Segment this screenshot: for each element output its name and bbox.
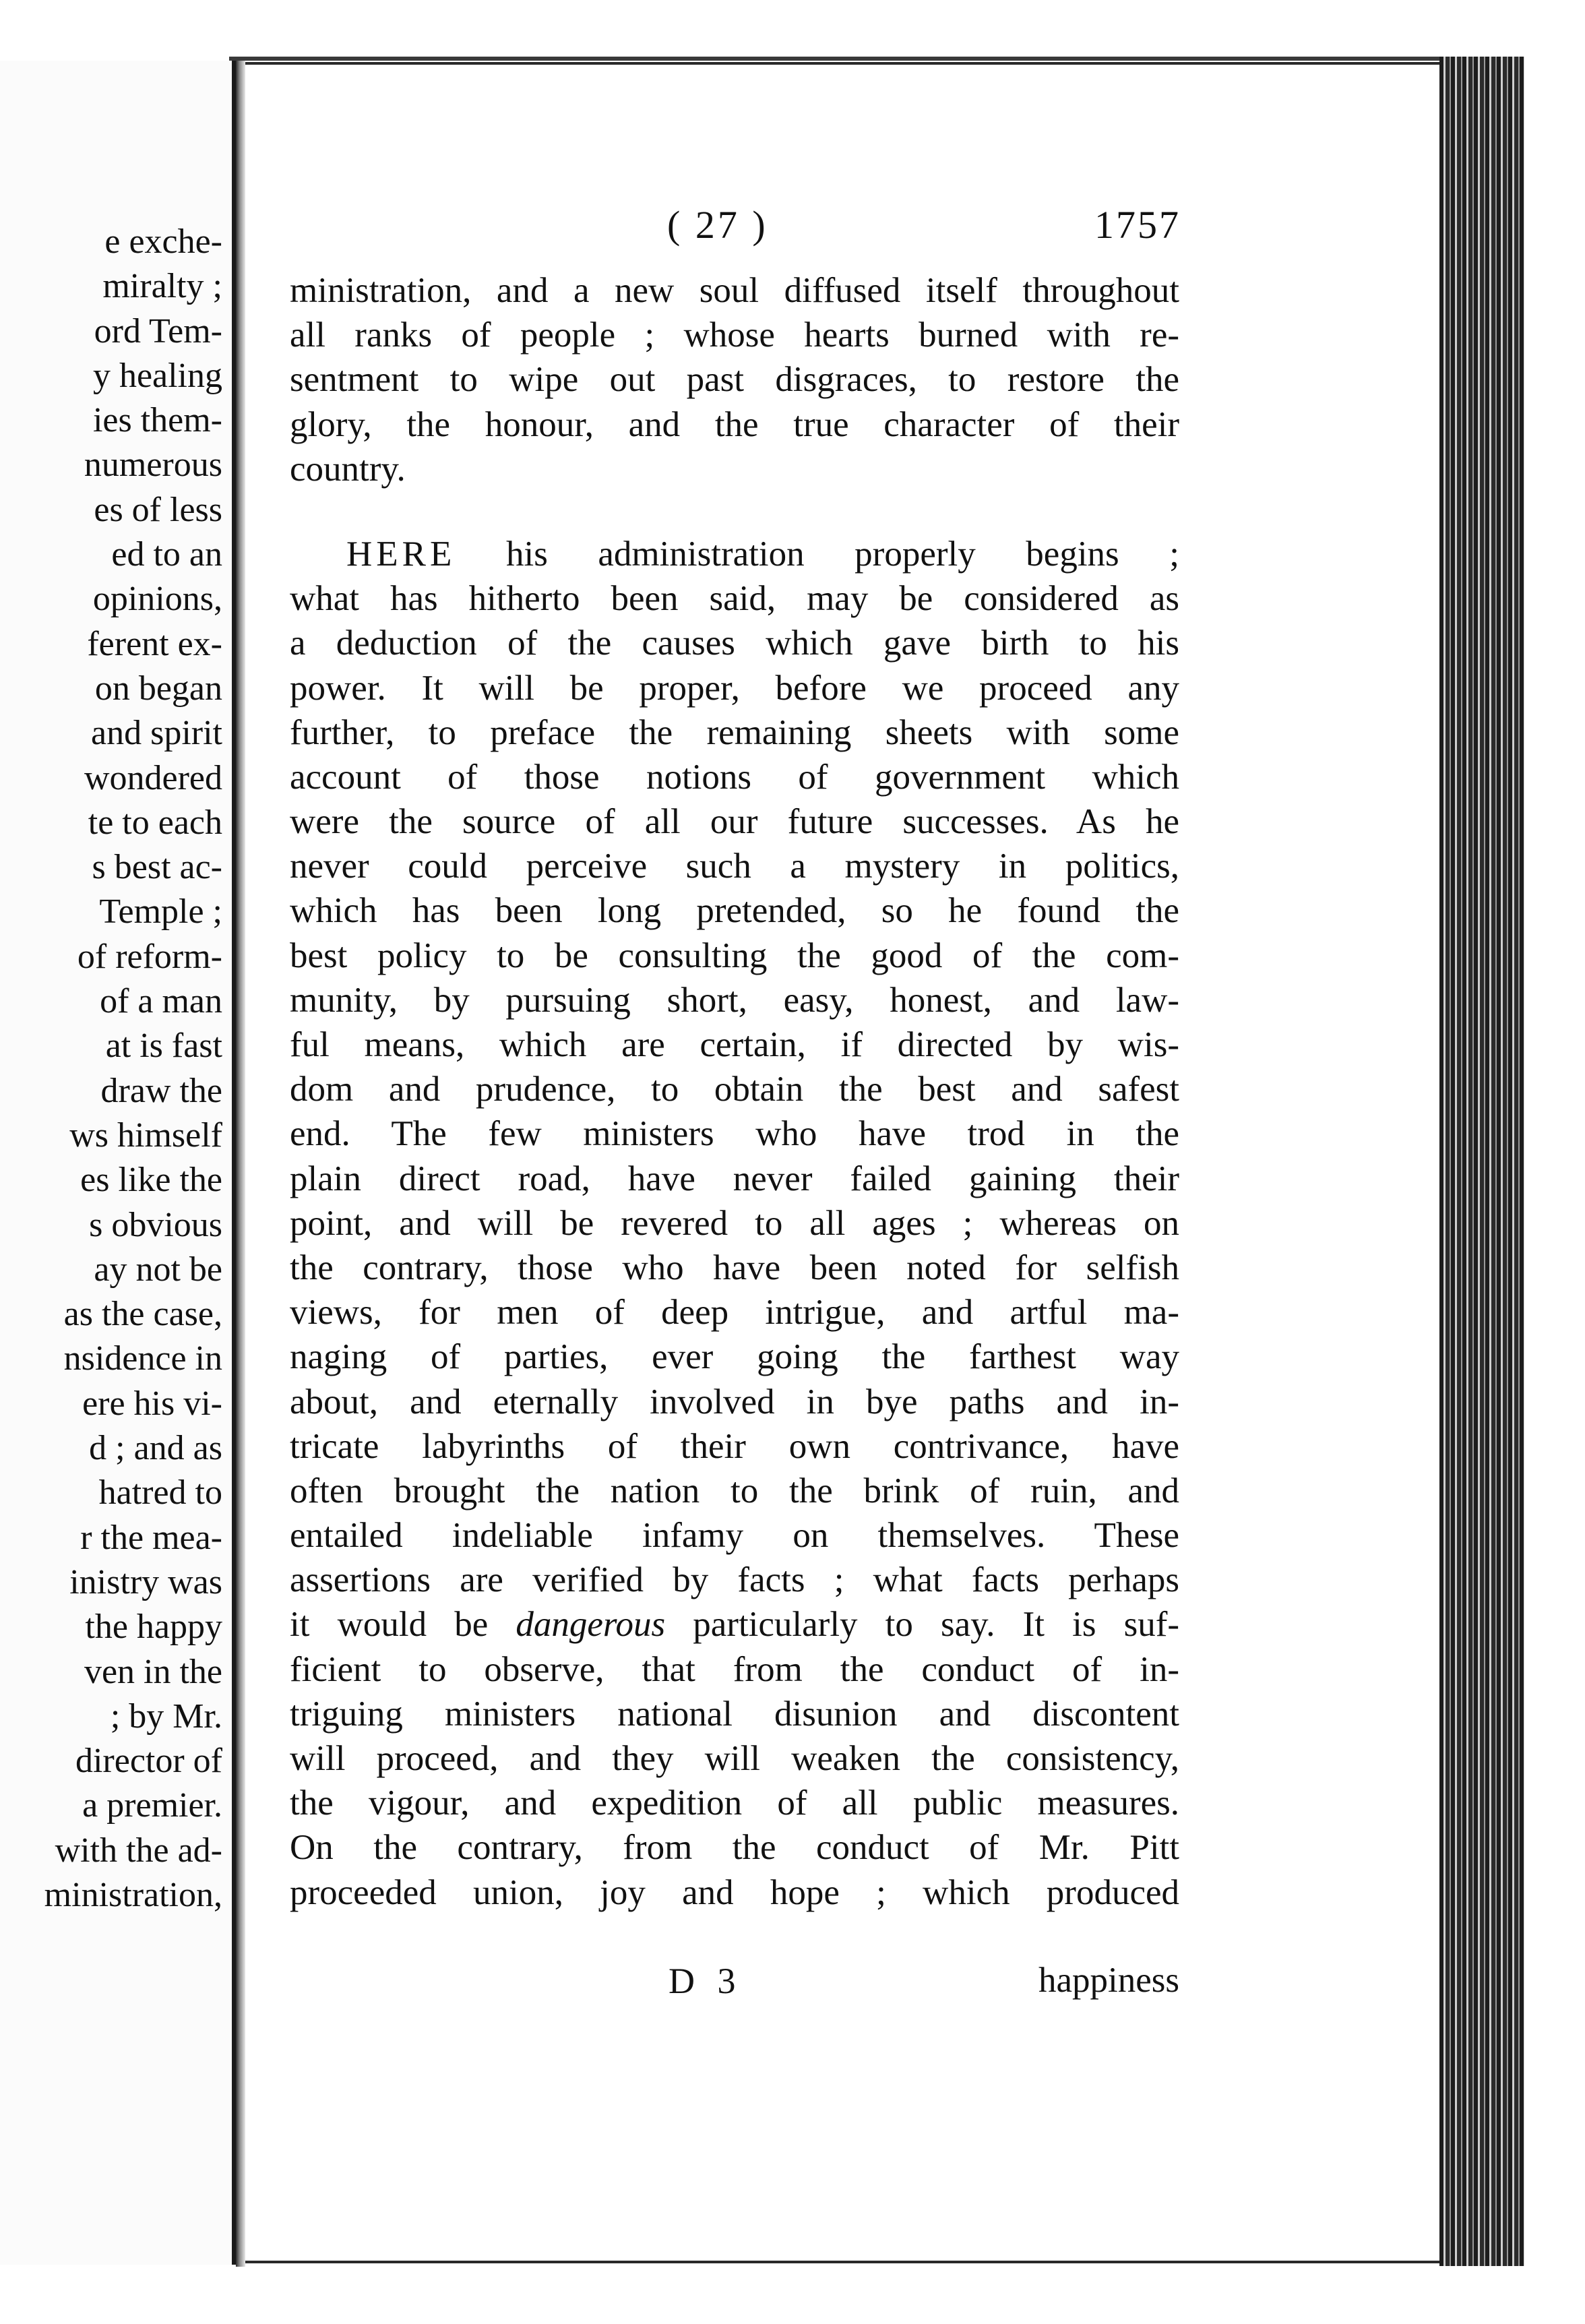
text-line: tricate labyrinths of their own contrivance, have [290,1426,1179,1466]
text-line: assertions are verified by facts ; what facts perhaps [290,1560,1179,1600]
left-page-line: hatred to [98,1473,222,1512]
text-line: end. The few ministers who have trod in the [290,1114,1179,1154]
text-line: account of those notions of government which [290,757,1179,797]
left-page-line: on began [94,669,222,708]
left-page-line: draw the [100,1071,222,1110]
left-page-line: miralty ; [102,267,222,306]
italic-word: dangerous [516,1605,666,1645]
text-line: often brought the nation to the brink of ruin, and [290,1471,1179,1510]
left-page-line: es like the [80,1161,222,1200]
left-page-line: ven in the [84,1652,222,1691]
year-heading: 1757 [1094,203,1181,247]
left-page [0,61,236,2265]
left-page-line: s best ac- [92,848,222,887]
left-page-line: y healing [92,356,222,395]
text-line: dom and prudence, to obtain the best and safest [290,1070,1179,1109]
text-line: what has hitherto been said, may be considered as [290,579,1179,619]
left-page-line: at is fast [105,1027,222,1066]
page-number: ( 27 ) [667,203,768,247]
text-line: plain direct road, have never failed gaining their [290,1159,1179,1198]
body-text [290,268,1179,1915]
text-line: about, and eternally involved in bye paths and in- [290,1382,1179,1421]
text-line: power. It will be proper, before we proceed any [290,668,1179,708]
left-page-line: of reform- [77,937,222,976]
text-line: were the source of all our future successes. As he [290,802,1179,842]
left-page-line: as the case, [63,1295,222,1334]
left-page-line: ministration, [44,1875,222,1914]
text-line: which has been long pretended, so he found the [290,891,1179,931]
book-gutter [236,59,245,2267]
running-head [290,202,1179,256]
catchword: happiness [1038,1961,1179,2000]
text-line: further, to preface the remaining sheets with some [290,712,1179,752]
left-page-line: e exche- [104,222,222,261]
text-line: it would be dangerous particularly to say. It is suf- [290,1605,1179,1645]
left-page-line: es of less [94,490,222,529]
text-line: sentment to wipe out past disgraces, to restore the [290,360,1179,400]
left-page-line: nsidence in [63,1339,222,1378]
left-page-line: s obvious [89,1205,222,1244]
text-line: HERE his administration properly begins ; [346,534,1179,574]
text-line: triguing ministers national disunion and discontent [290,1694,1179,1734]
left-page-line: the happy [85,1608,222,1647]
text-line: ministration, and a new soul diffused itself throughout [290,271,1179,310]
left-page-line: ferent ex- [87,624,222,663]
text-line: views, for men of deep intrigue, and artful ma- [290,1293,1179,1333]
left-page-line: te to each [88,803,222,842]
text-line: ful means, which are certain, if directed by wis- [290,1025,1179,1064]
left-page-line: ws himself [69,1115,222,1155]
text-line: country. [290,449,406,489]
left-page-line: director of [75,1742,222,1781]
text-line: entailed indeliable infamy on themselves. These [290,1516,1179,1556]
text-line: best policy to be consulting the good of the com- [290,936,1179,975]
text-line: all ranks of people ; whose hearts burned with re- [290,315,1179,355]
left-page-line: wondered [84,758,222,797]
left-page-line: ies them- [92,401,222,440]
text-line: proceeded union, joy and hope ; which produced [290,1872,1179,1912]
text-line: glory, the honour, and the true character of their [290,404,1179,444]
left-page-line: d ; and as [89,1429,222,1468]
left-page-line: and spirit [91,714,222,753]
left-page-line: opinions, [92,580,222,619]
text-line: the contrary, those who have been noted for selfish [290,1248,1179,1287]
left-page-line: ay not be [94,1250,222,1289]
scan-top-edge [229,57,1442,61]
text-line: the vigour, and expedition of all public measures. [290,1783,1179,1823]
left-page-line: with the ad- [55,1831,222,1870]
text-line: never could perceive such a mystery in politics, [290,847,1179,886]
left-page-line: Temple ; [99,892,222,931]
left-page-line: ord Tem- [94,311,222,350]
left-page-line: ere his vi- [82,1384,222,1423]
left-page-text [44,220,222,1918]
signature-mark: D 3 [669,1961,743,2001]
text-line: ficient to observe, that from the conduct of in- [290,1649,1179,1689]
left-page-line: of a man [100,982,222,1021]
text-line: On the contrary, from the conduct of Mr. Pitt [290,1828,1179,1868]
page-edges [1439,57,1524,2266]
left-page-line: r the mea- [80,1518,222,1557]
left-page-line: ed to an [111,535,222,574]
left-page-line: a premier. [82,1786,222,1825]
text-line: point, and will be revered to all ages ; whereas on [290,1203,1179,1243]
text-line: will proceed, and they will weaken the consistency, [290,1739,1179,1778]
page-footer [290,1960,1179,2007]
left-page-line: ; by Mr. [110,1696,222,1736]
paragraph-break [290,491,1179,532]
text-line: a deduction of the causes which gave birth to his [290,623,1179,663]
left-page-line: numerous [84,446,222,485]
text-line: naging of parties, ever going the farthest way [290,1337,1179,1377]
text-line: munity, by pursuing short, easy, honest, and law- [290,980,1179,1020]
left-page-line: inistry was [69,1562,222,1601]
